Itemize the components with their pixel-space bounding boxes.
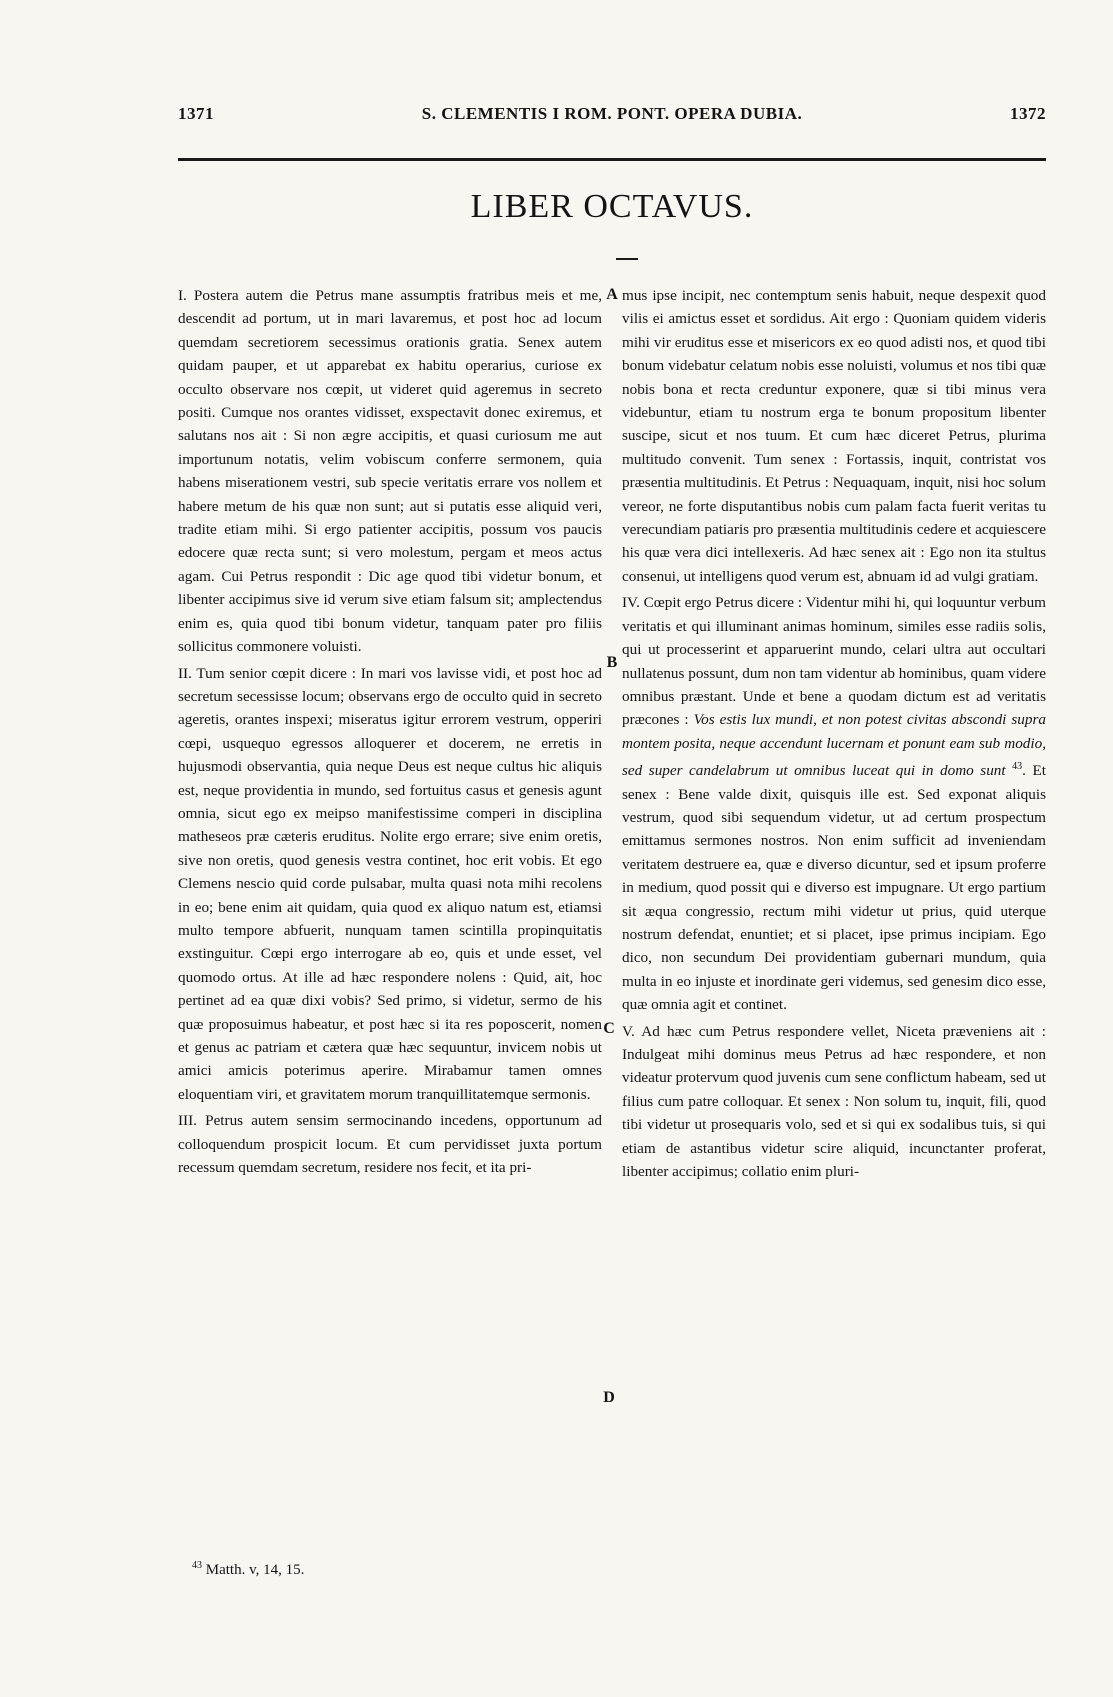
title-dash [616,258,638,260]
footnote [192,1560,304,1579]
left-column [178,284,602,1179]
header-rule [178,158,1046,161]
page-number-left: 1371 [178,104,214,123]
paragraph-2: II. Tum senior cœpit dicere : In mari vos lavisse vidi, et post hoc ad secretum secessisse locum; observans ergo de occulto quid in secreto ageretis, orantes inspexi; miseratus igitur errorem vestrum, opperiri cœpi, usquequo egressos alloquerer et docerem, ne erretis in hujusmodi observantia, quia neque Deus est neque cultus hic aliquis est, neque providentia in mundo, sed fortuitus casus et genesis agunt omnia, sicut ego ex meipso manifestissime comperi in disciplina matheseos præ cæteris eruditus. Nolite ergo errare; sive enim oretis, sive non oretis, quod genesis vestra continet, hoc erit vobis. Et ego Clemens nescio quid corde pulsabar, multa quasi nota mihi recolens in eo; bene enim ait quidam, quia quod ex aliquo natum est, etiamsi multo tempore abfuerit, nunquam tamen scintilla propinquitatis exstinguitur. Cœpi ergo interrogare ab eo, quis et unde esset, vel quomodo ortus. At ille ad hæc respondere nolens : Quid, ait, hoc pertinet ad ea quæ dixi vobis? Sed primo, si videtur, sermo de his quæ proposuimus habeatur, et post hæc si ita res poposcerit, nomen et genus ac patriam et cætera quæ hæc sequuntur, invicem nobis ut amici amicis poterimus aperire. Mirabamur tamen omnes eloquentiam viri, et gravitatem morum tranquillitatemque sermonis. [178,664,602,1103]
footnote-reference: 43 [1012,761,1023,773]
paragraph-4: mus ipse incipit, nec contemptum senis habuit, neque despexit quod vilis ei amictus esset et sordidus. Ait ergo : Quoniam quidem videris mihi vir eruditus esse et misericors ex eo quod adisti nos, et quod tibi bonum videbatur celatum nobis esse noluisti, volumus et nos tibi quæ nobis bona et recta creduntur exponere, quæ si tibi minus vera videbuntur, etiam tu nostrum erga te bonum propositum libenter suscipe, sicut et nos tuum. Et cum hæc diceret Petrus, plurima multitudo convenit. Tum senex : Fortassis, inquit, contristat vos præsentia multitudinis. Et Petrus : Nequaquam, inquit, nisi hoc solum vereor, ne forte disputantibus nobis cum palam facta fuerit veritas tu verecundiam patiaris pro præsentia multitudinis cedere et acquiescere his quæ vera dici intellexeris. Ad hæc senex ait : Ego non ita stultus consenui, ut intelligens quod verum est, abnuam id ad vulgi gratiam. [622,287,1046,585]
right-column [622,284,1046,1184]
paragraph-5-text: IV. Cœpit ergo Petrus dicere : Videntur mihi hi, qui loquuntur verbum veritatis et qui illuminant animas hominum, similes esse radiis solis, qui ut processerint et apparuerint mundo, celari ultra aut occultari nullatenus possunt, dum non tam videntur ab hominibus, quam videre omnibus præstant. Unde et bene a quodam dictum est ad veritatis præcones : [622,594,1046,729]
margin-marker-d: D [603,1389,615,1406]
paragraph-5 [622,591,1046,1016]
paragraph-5-continued: . Et senex : Bene valde dixit, quisquis ille est. Sed exponat aliquis vestrum, quod sibi sequendum videtur, ut ad certum prospectum emittamus sermones nostros. Non enim sufficit ad inveniendam veritatem destruere ea, quæ e diverso dicuntur, sed et ipsum proferre in medium, quod possit qui e diverso est impugnare. Ut ergo partium sit æqua congressio, rectum mihi videtur ut prius, quid uterque nostrum defendat, enuntiet; et si placet, ipse primus incipiam. Ego dico, non secundum Dei providentiam gubernari mundum, quia multa in eo injuste et inordinate geri videmus, sed genesim dico esse, quæ omnia agit et continet. [622,762,1046,1014]
paragraph-6: V. Ad hæc cum Petrus respondere vellet, Niceta præveniens ait : Indulgeat mihi dominus meus Petrus ad hæc respondere, et non videatur protervum quod juvenis cum sene conflictum habeam, sed ut filius cum patre colloquar. Et senex : Non solum tu, inquit, fili, quod tibi videtur ut prosequaris volo, sed et si qui ex sodalibus tuis, si qui etiam de astantibus videtur scire aliquid, incunctanter proferat, libenter accipimus; collatio enim pluri- [622,1022,1046,1181]
footnote-mark: 43 [192,1560,202,1571]
running-title: S. CLEMENTIS I ROM. PONT. OPERA DUBIA. [421,104,803,123]
paragraph-1: I. Postera autem die Petrus mane assumptis fratribus meis et me, descendit ad portum, ut in mari lavaremus, et post hoc ad locum quemdam secretiorem secessimus orationis gratia. Senex autem quidam pauper, et ut apparebat ex habitu operarius, curiose ex occulto observare nos cœpit, ut videret quid ageremus in secreto positi. Cumque nos orantes vidisset, exspectavit donec exiremus, et salutans nos ait : Si non ægre accipitis, et quasi curiosum me aut importunum notatis, velim vobiscum conferre sermonem, quia habens miserationem vestri, sub specie veritatis errare vos nollem et habere metum de his quæ non sunt; aut si putatis esse aliquid veri, tradite etiam mihi. Si ergo patienter accipitis, possum vos paucis edocere quæ recta sunt; si vero molestum, pergam et meos actus agam. Cui Petrus respondit : Dic age quod tibi videtur bonum, et libenter accipimus sive id verum sive etiam falsum sit; amplectendus enim es, quia quod tibi bonum videtur, tanquam pater pro filiis sollicitus commonere voluisti. [178,287,602,656]
margin-marker-c: C [603,1020,615,1037]
paragraph-3: III. Petrus autem sensim sermocinando incedens, opportunum ad colloquendum prospicit locum. Et cum pervidisset juxta portum recessum quemdam secretum, residere nos fecit, et ita pri- [178,1112,602,1177]
margin-marker-b: B [606,654,618,671]
footnote-text: Matth. v, 14, 15. [205,1562,305,1578]
page-number-right: 1372 [1010,104,1046,123]
scripture-quote: Vos estis lux mundi, et non potest civitas abscondi supra montem posita, neque accendunt lucernam et ponunt eam sub modio, sed super candelabrum ut omnibus luceat qui in domo sunt [622,711,1046,780]
margin-marker-a: A [606,286,618,303]
running-head [178,104,1046,128]
book-title: LIBER OCTAVUS. [470,188,754,225]
